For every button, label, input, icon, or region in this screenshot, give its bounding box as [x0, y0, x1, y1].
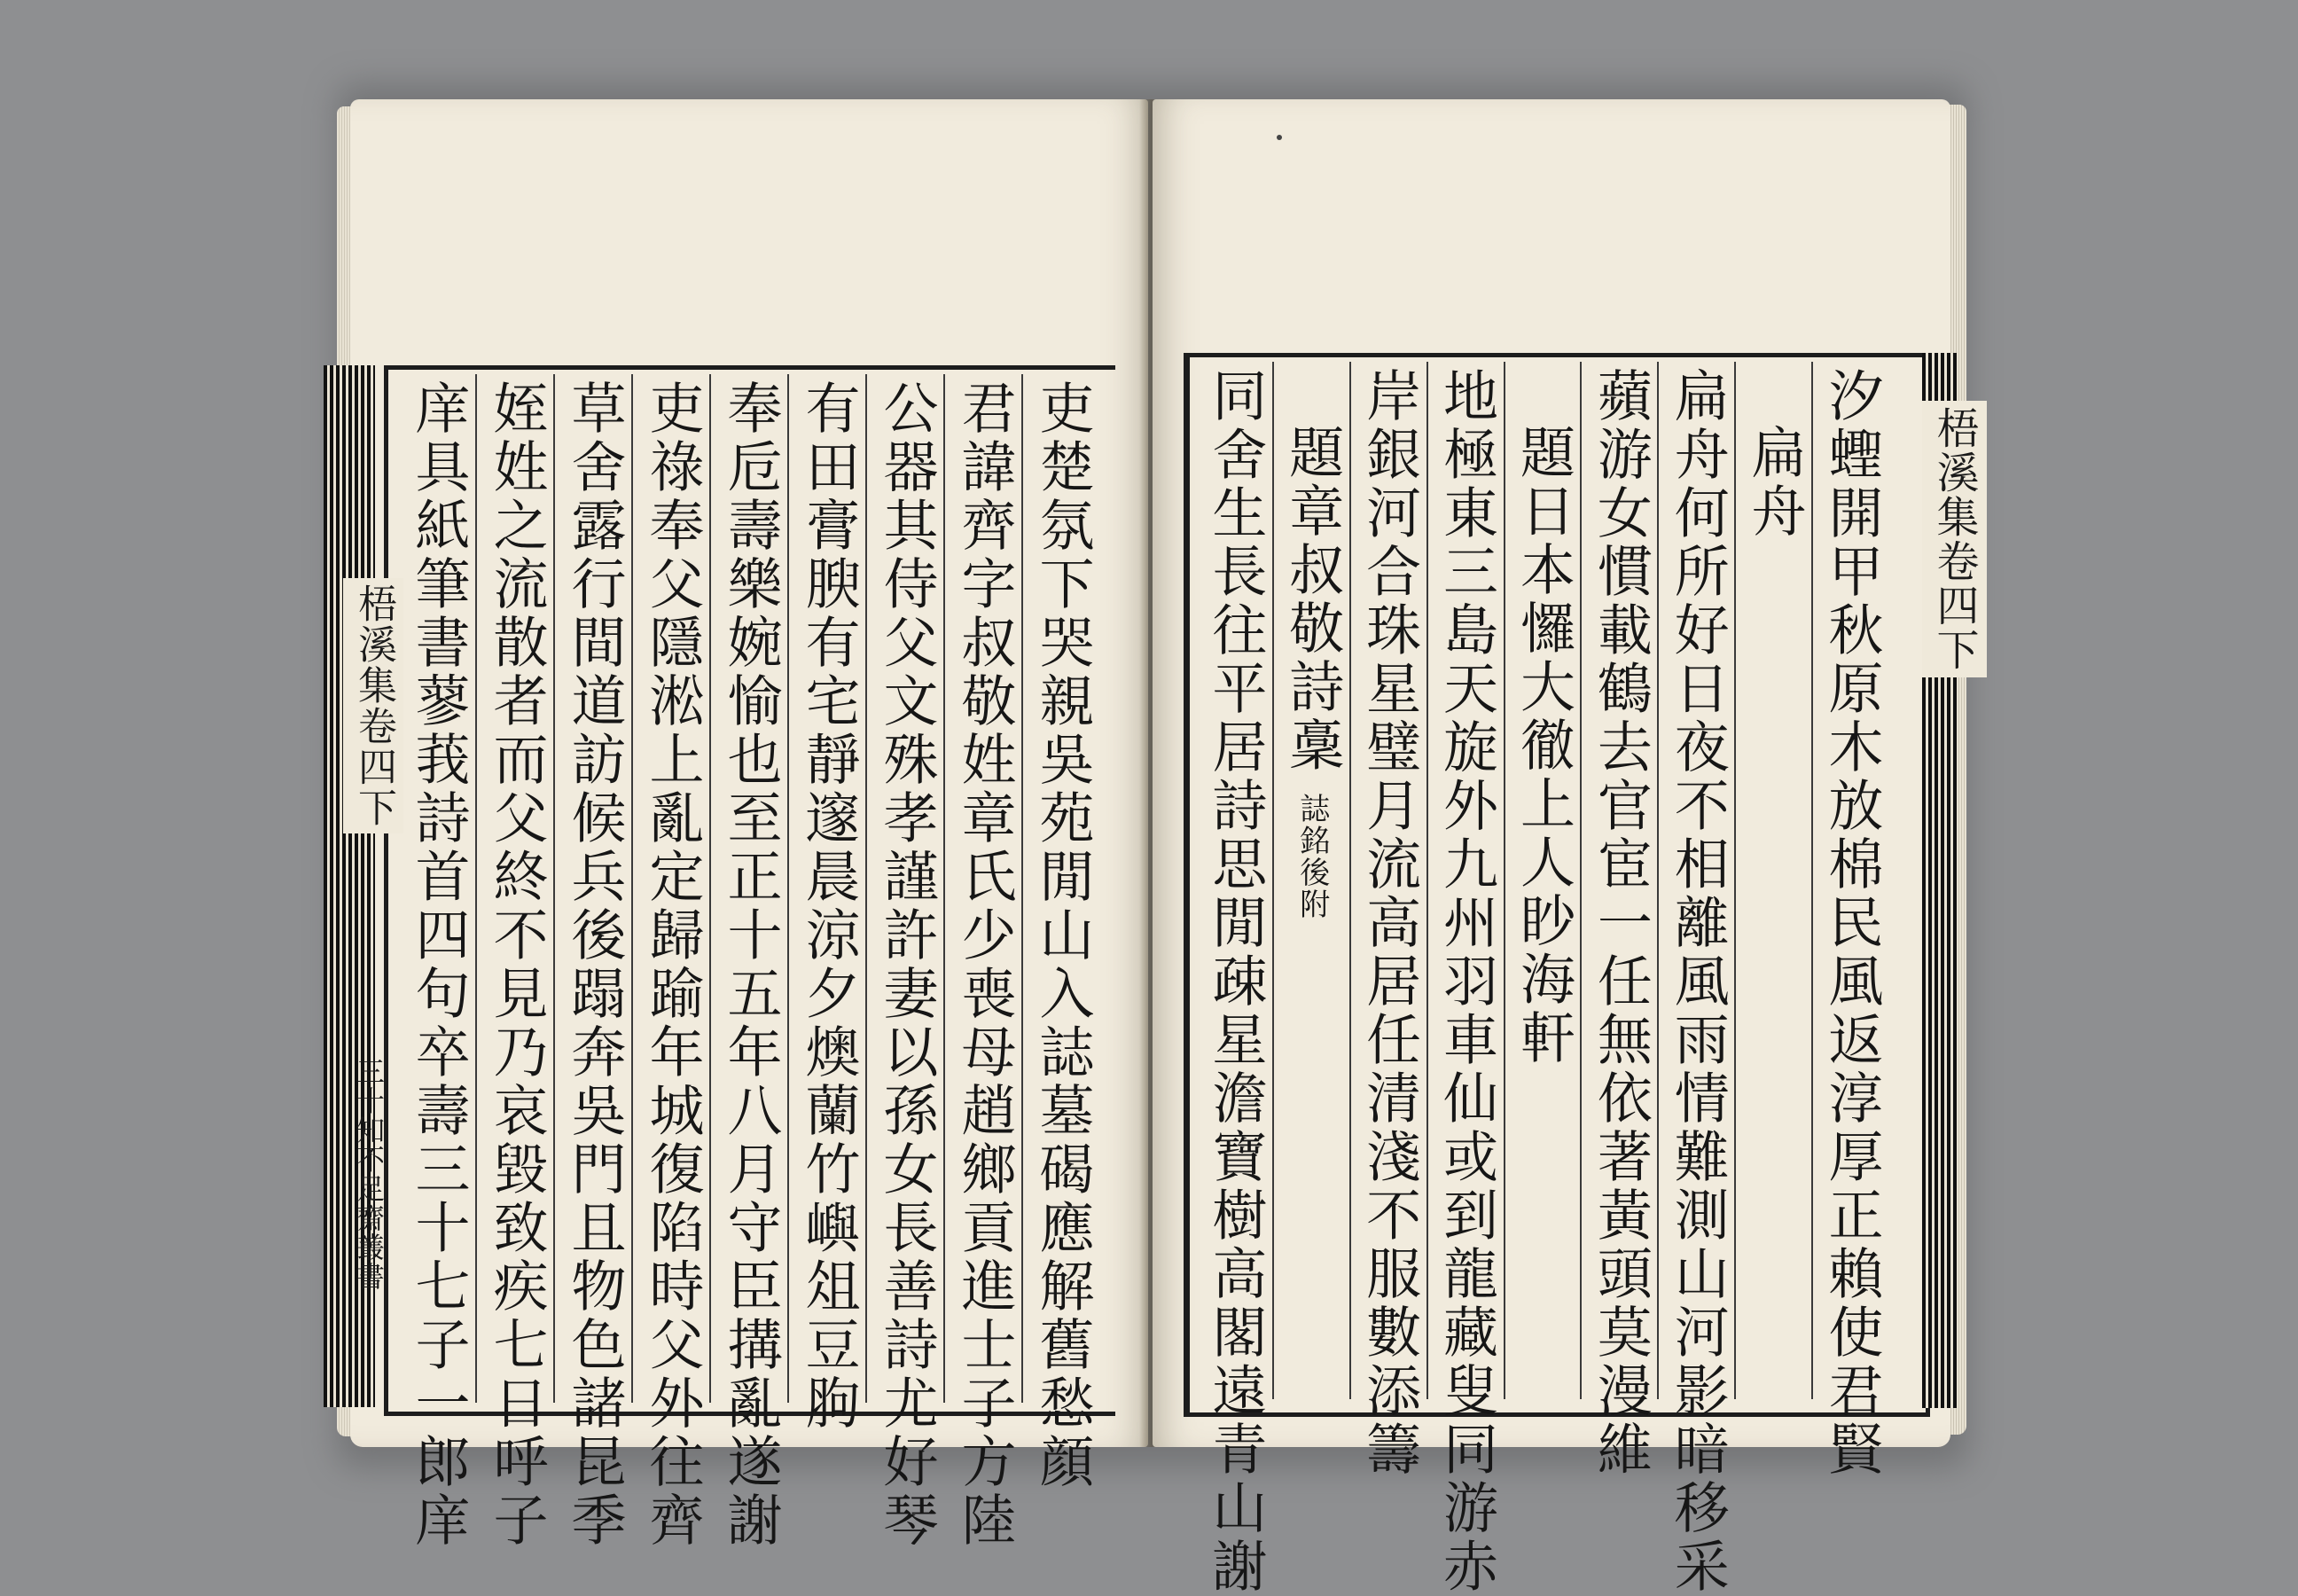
right-column-6: 地極東三島天旋外九州羽車仙或到龍藏叟同游赤	[1426, 362, 1504, 1399]
poem-title: 題章叔敬詩稾	[1279, 424, 1345, 775]
left-folio-imprint: 知不足齋叢書	[352, 1115, 386, 1291]
left-column-9: 庠具紙筆書蓼莪詩首四句卒壽三十七子一郎庠	[406, 379, 471, 1550]
right-column-7: 岸銀河合珠星璧月流高居任清淺不服數添籌	[1349, 362, 1426, 1399]
left-page	[350, 99, 1148, 1550]
right-column-2-heading: 扁舟	[1734, 362, 1811, 1399]
right-page	[1153, 99, 1979, 1596]
left-folio	[348, 1057, 389, 1291]
left-column-3: 公器其侍父文殊孝謹許妻以孫女長善詩尤好琴	[865, 374, 943, 1403]
ink-speck	[1277, 135, 1282, 140]
left-column-1: 吏楚氛下哭親吳苑閒山入誌墓碣應解舊愁顔	[1021, 374, 1099, 1403]
left-text-columns	[399, 374, 1099, 1550]
poem-note: 誌銘後附	[1294, 793, 1330, 920]
right-column-9: 同舍生長往平居詩思閒疎星澹寶樹高閣遠青山謝	[1202, 367, 1268, 1596]
right-column-1: 汐蟶開甲秋原木放棉民風返淳厚正賴使君賢	[1811, 362, 1888, 1399]
left-column-2: 君諱齊字叔敬姓章氏少喪母趙鄉貢進士子方陸	[943, 374, 1021, 1403]
right-banxin-title: 梧溪集卷四下	[1922, 401, 1987, 677]
left-column-5: 奉卮壽樂婉愉也至正十五年八月守臣搆亂遂謝	[709, 374, 787, 1403]
left-banxin-title: 梧溪集卷四下	[343, 578, 403, 833]
right-column-3: 扁舟何所好日夜不相離風雨情難測山河影暗移采	[1657, 362, 1734, 1399]
right-column-4: 蘋游女慣載鶴去官宦一任無依著黃頭莫漫維	[1580, 362, 1657, 1399]
right-column-8-heading	[1272, 362, 1349, 1399]
right-text-columns	[1197, 362, 1888, 1596]
right-column-5-heading: 題日本㦬大徹上人眇海軒	[1504, 362, 1581, 1399]
left-column-8: 姪姓之流散者而父終不見乃哀毀致疾七日呼子	[475, 374, 553, 1403]
left-column-7: 草舍露行間道訪候兵後蹋奔吳門且物色諸昆季	[553, 374, 631, 1403]
left-folio-number: 三十	[352, 1057, 386, 1115]
left-column-4: 有田膏腴有宅靜邃晨涼夕燠蘭竹嶼俎豆胊	[787, 374, 865, 1403]
left-column-6: 吏祿奉父隱淞上亂定歸踰年城復陷時父外往齊	[631, 374, 709, 1403]
